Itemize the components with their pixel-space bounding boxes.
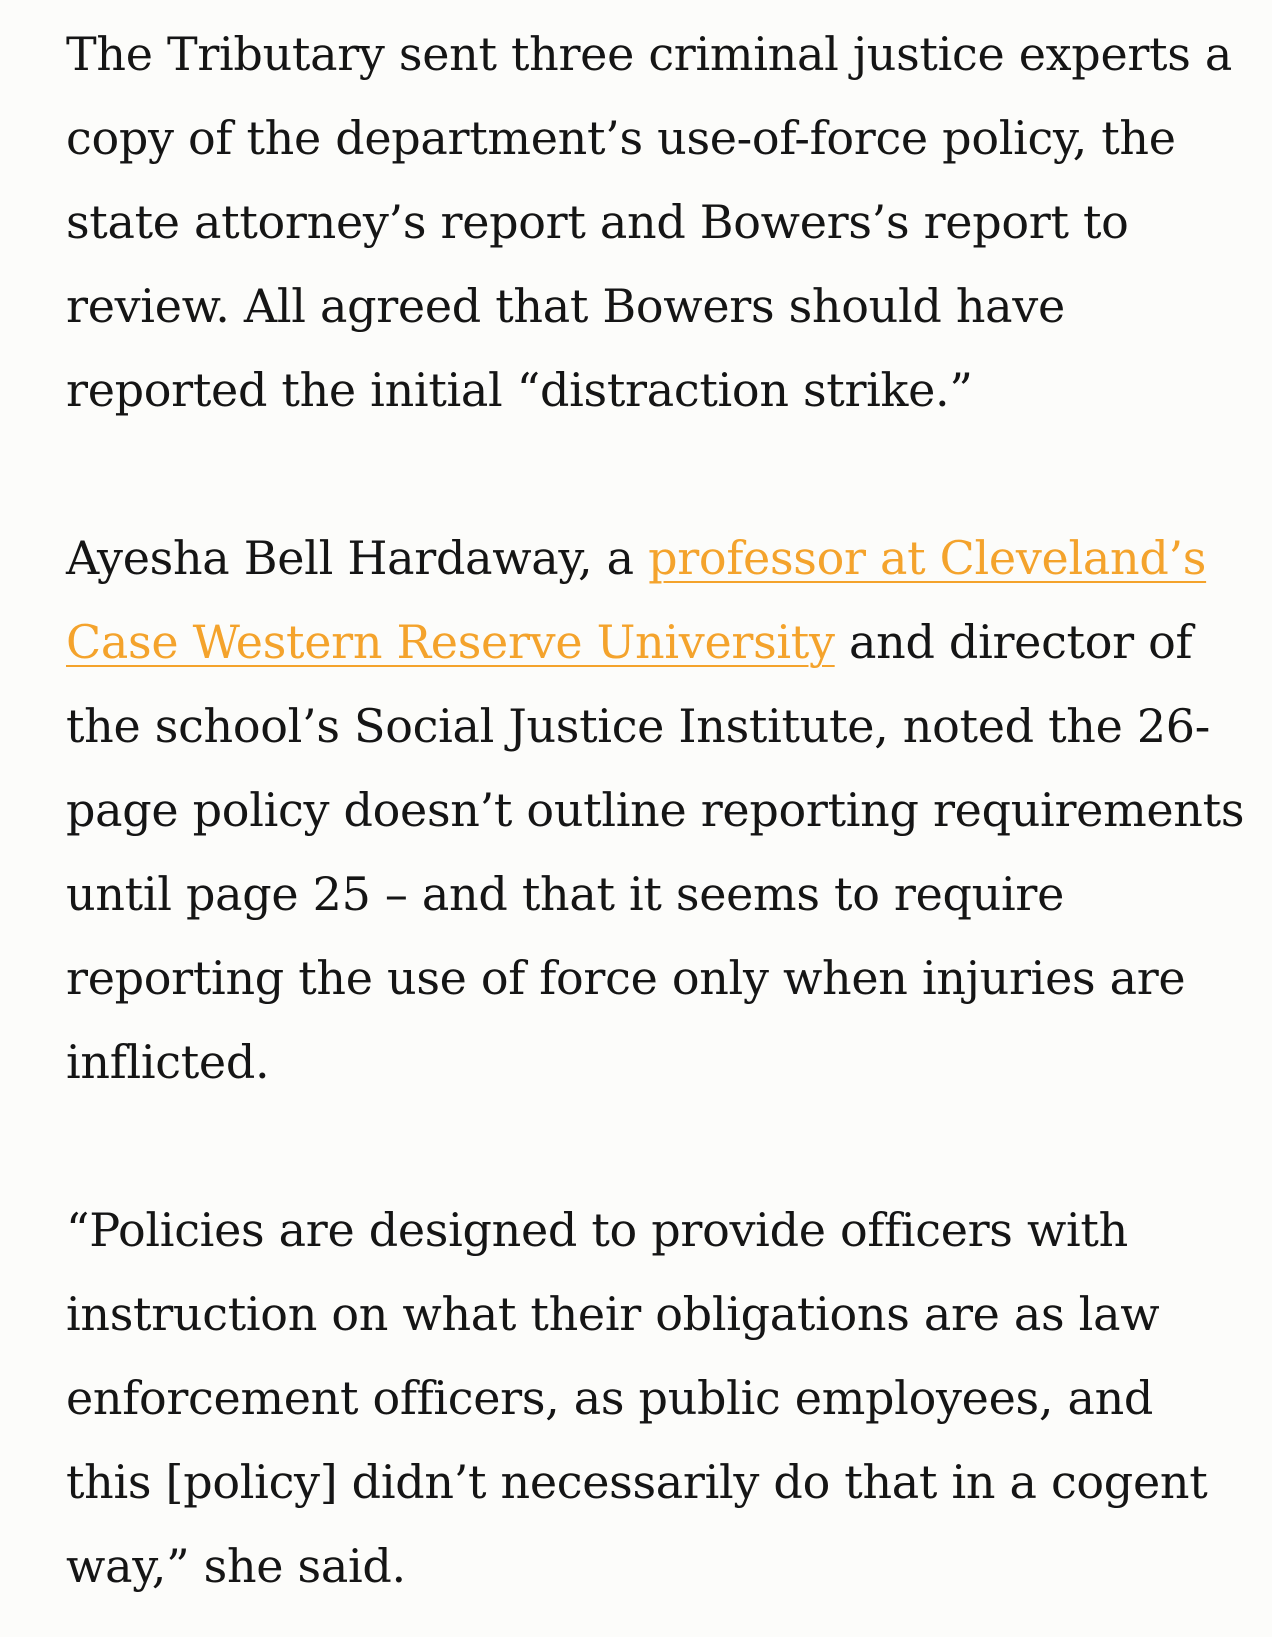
paragraph-experts-review: The Tributary sent three criminal justice experts a copy of the department’s use-of-force policy, the state attorney’s report and Bowers’s report to review. All agreed that Bowers should have reported the initial “distraction strike.” (66, 27, 1232, 417)
paragraph-hardaway-intro: Ayesha Bell Hardaway, a (66, 531, 649, 585)
paragraph-hardaway (66, 516, 1246, 1104)
paragraph-policy-quote: “Policies are designed to provide officers with instruction on what their obligations are as law enforcement officers, as public employees, and this [policy] didn’t necessarily do that in a cogent way,” she said. (66, 1203, 1208, 1593)
paragraph-hardaway-details: and director of the school’s Social Justice Institute, noted the 26-page policy doesn’t outline reporting requirements until page 25 – and that it seems to require reporting the use of force only when injuries are inflicted. (66, 615, 1245, 1089)
professor-profile-link[interactable]: professor at Cleveland’s Case Western Reserve University (66, 531, 1207, 669)
article-body (66, 12, 1246, 1608)
